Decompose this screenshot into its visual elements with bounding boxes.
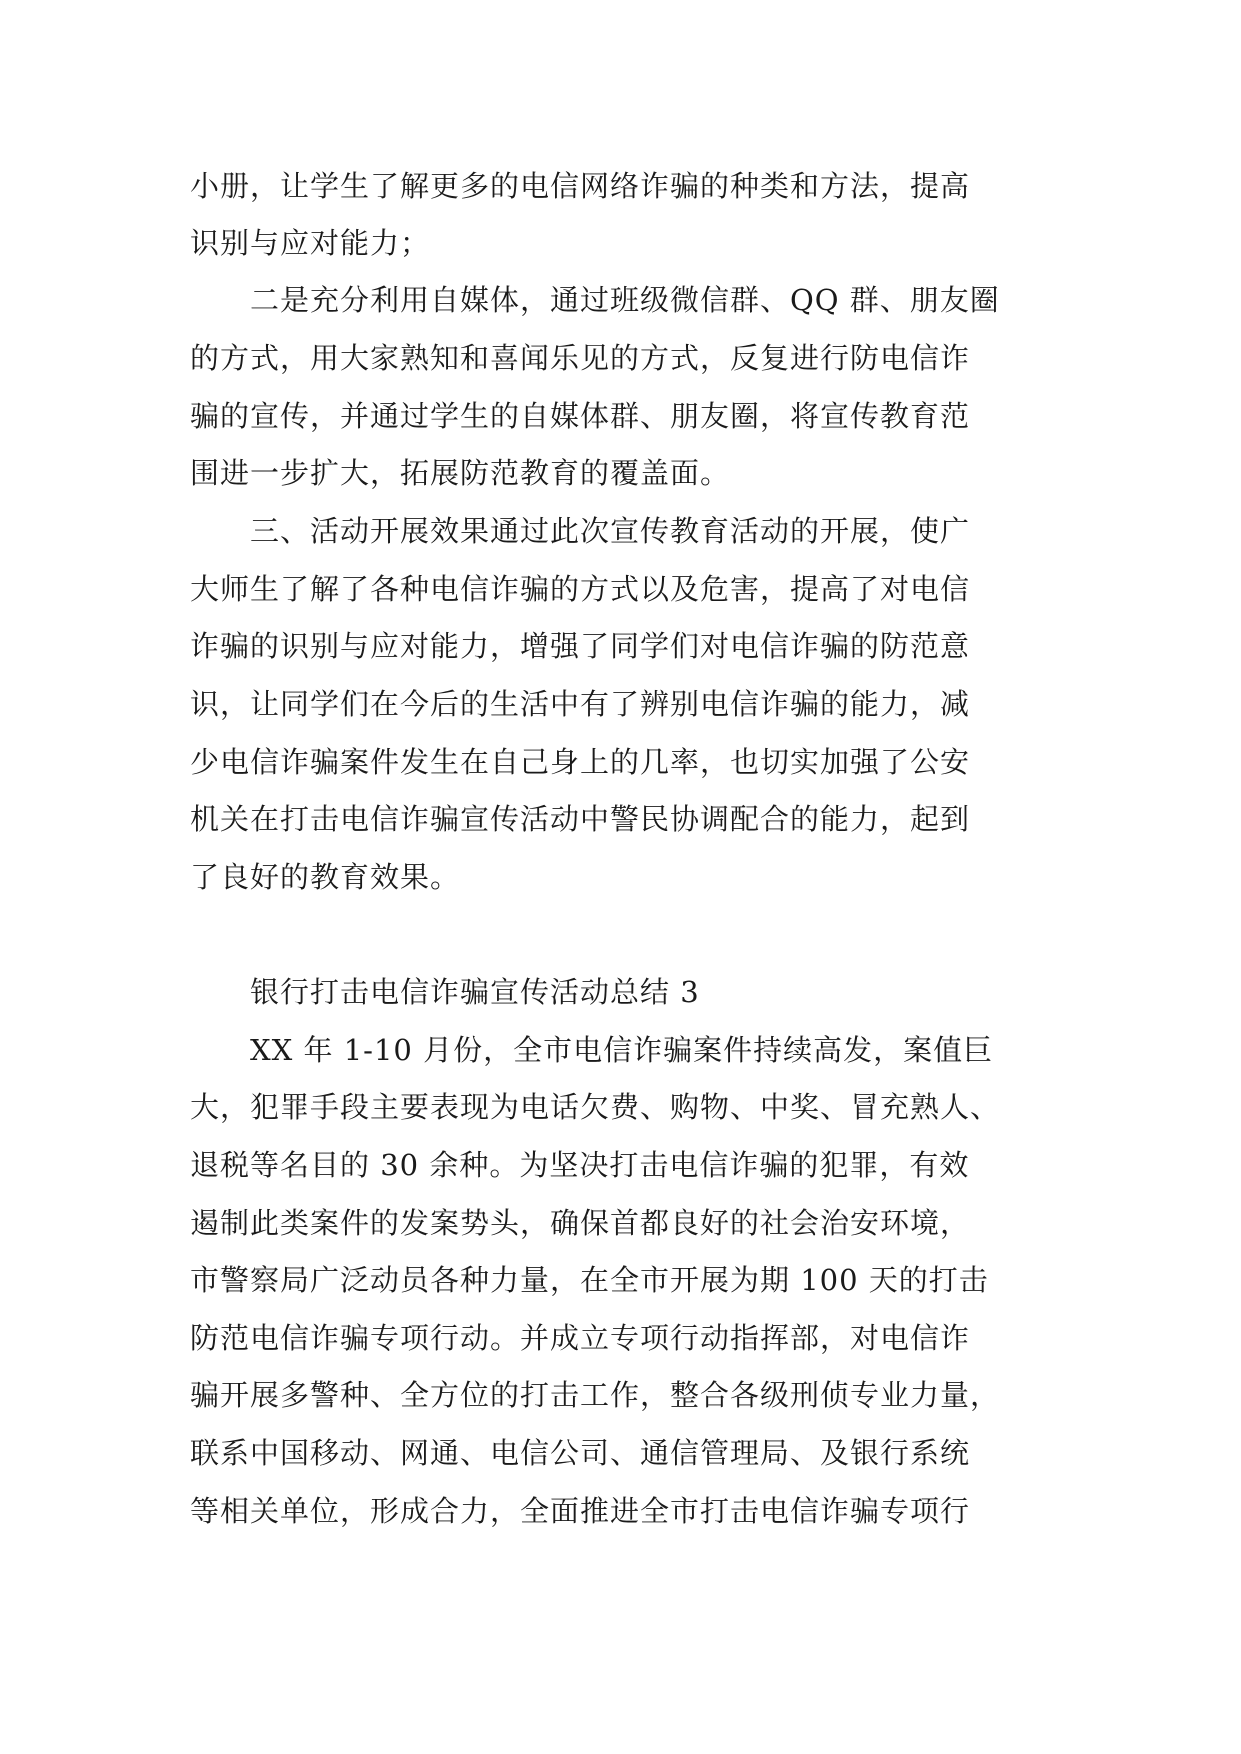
text-line: 骗开展多警种、全方位的打击工作，整合各级刑侦专业力量， (190, 1378, 1001, 1412)
text-line: 识别与应对能力； (190, 226, 431, 260)
text-line: XX 年 1-10 月份，全市电信诈骗案件持续高发，案值巨 (190, 1033, 994, 1067)
section-heading: 银行打击电信诈骗宣传活动总结 3 (190, 975, 700, 1009)
text-line: 少电信诈骗案件发生在自己身上的几率，也切实加强了公安 (190, 745, 971, 779)
text-line: 防范电信诈骗专项行动。并成立专项行动指挥部，对电信诈 (190, 1321, 971, 1355)
text-line: 等相关单位，形成合力，全面推进全市打击电信诈骗专项行 (190, 1494, 971, 1528)
text-line: 小册，让学生了解更多的电信网络诈骗的种类和方法，提高 (190, 169, 971, 203)
text-line: 三、活动开展效果通过此次宣传教育活动的开展，使广 (190, 514, 971, 548)
text-line: 围进一步扩大，拓展防范教育的覆盖面。 (190, 456, 731, 490)
text-line: 识，让同学们在今后的生活中有了辨别电信诈骗的能力，减 (190, 687, 971, 721)
text-line: 骗的宣传，并通过学生的自媒体群、朋友圈，将宣传教育范 (190, 399, 971, 433)
text-line: 二是充分利用自媒体，通过班级微信群、QQ 群、朋友圈 (190, 283, 1000, 317)
text-line: 大，犯罪手段主要表现为电话欠费、购物、中奖、冒充熟人、 (190, 1090, 1001, 1124)
text-line: 退税等名目的 30 余种。为坚决打击电信诈骗的犯罪，有效 (190, 1148, 970, 1182)
text-line: 遏制此类案件的发案势头，确保首都良好的社会治安环境， (190, 1206, 971, 1240)
text-line: 联系中国移动、网通、电信公司、通信管理局、及银行系统 (190, 1436, 971, 1470)
text-line: 市警察局广泛动员各种力量，在全市开展为期 100 天的打击 (190, 1263, 989, 1297)
text-line: 大师生了解了各种电信诈骗的方式以及危害，提高了对电信 (190, 572, 971, 606)
text-line: 机关在打击电信诈骗宣传活动中警民协调配合的能力，起到 (190, 802, 971, 836)
text-line: 诈骗的识别与应对能力，增强了同学们对电信诈骗的防范意 (190, 629, 971, 663)
text-line: 的方式，用大家熟知和喜闻乐见的方式，反复进行防电信诈 (190, 341, 971, 375)
text-line: 了良好的教育效果。 (190, 860, 461, 894)
